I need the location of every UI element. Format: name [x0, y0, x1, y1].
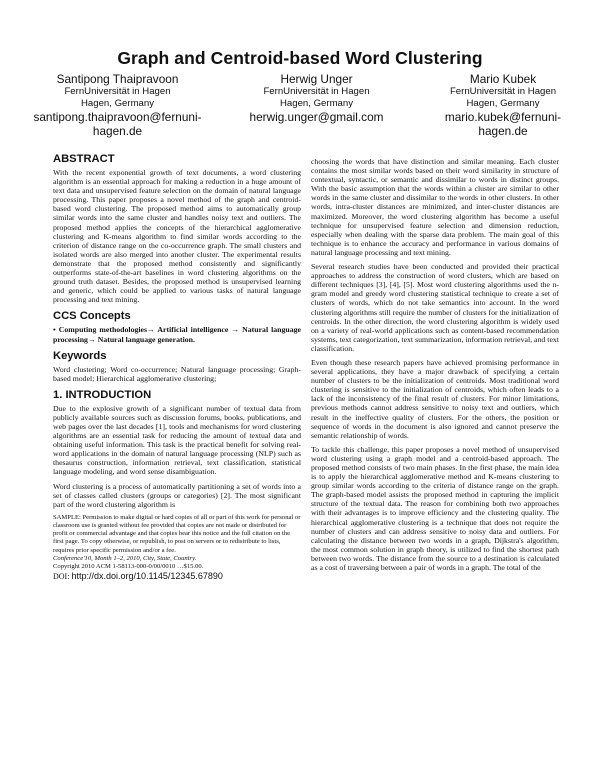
author-email: mario.kubek@fernuni-hagen.de	[444, 110, 562, 138]
ccs-heading: CCS Concepts	[53, 310, 131, 323]
abstract-heading: ABSTRACT	[53, 153, 115, 165]
author-name: Mario Kubek	[469, 72, 537, 86]
author-location: Hagen, Germany	[279, 98, 354, 109]
left-column	[53, 153, 301, 582]
author-location: Hagen, Germany	[466, 98, 540, 109]
ccs-text: • Computing methodologies→ Artificial intelligence → Natural language processing→ Natural language generation.	[53, 325, 301, 344]
body-paragraph-1: choosing the words that have distinction and similar meaning. Each cluster contains the most similar words based on their word similarity in structure of contextual, syntactic, or semantic and dissimilar to words in distinct groups. With the basic assumption that the words within a cluster are similar to other words in the same cluster and dissimilar to the words in other clusters. In other words, intra-cluster distances are minimized, and inter-cluster distances are maximized. Moreover, the word clustering algorithm has become a useful technique for unsupervised feature selection and dimension reduction, especially when dealing with the sparse data problem. The main goal of this technique is to enhance the accuracy and performance in various domains of natural language processing and text mining.	[311, 157, 559, 257]
abstract-text: With the recent exponential growth of text documents, a word clustering algorithm is an essential approach for making a reduction in a huge amount of text data and unsupervised feature selection on the domain of natural language processing. This paper proposes a novel method of the graph and centroid-based word clustering. The proposed method aims to automatically group similar words into the same cluster and handles noisy text and outliers. The proposed method applies the concepts of the hierarchical agglomerative clustering and K-means algorithm to find similar words according to the criterion of distance range on the co-occurrence graph. The small clusters and isolated words are also merged into another cluster. The experimental results demonstrate that the proposed method consistently and significantly outperforms state-of-the-art baselines in word clustering algorithms on the ground truth dataset. Besides, the proposed method is unsupervised learning and generic, which could be applied to various tasks of natural language processing and text mining.	[53, 168, 301, 305]
author-email: herwig.unger@gmail.com	[249, 110, 384, 124]
author-email-line-1: santipong.thaipravoon@fernuni-	[33, 110, 202, 124]
body-paragraph-4: To tackle this challenge, this paper proposes a novel method of unsupervised word clustering using a graph model and a centroid-based approach. The proposed method consists of two main phases. In the first phase, the main idea is to apply the hierarchical agglomerative method and K-means clustering to group similar words according to the criteria of distance range on the graph. The graph-based model assists the proposed method in capturing the implicit structure of the textual data. The reason for combining both two approaches with their advantages is to improve efficiency and the clustering quality. The hierarchical agglomerative clustering is a technique that does not require the number of clusters and can address sensitive to noisy data and outliers. For calculating the distance between two words in a graph, Dijkstra's algorithm, the most common solution in graph theory, is utilized to find the shortest path between two words. The distance from the source to a destination is calculated as a cost of traversing between a pair of words in a graph. The total of the	[311, 444, 559, 573]
author-block	[33, 72, 564, 138]
right-column	[311, 157, 559, 577]
author-email-line-2: hagen.de	[92, 123, 143, 138]
author-name: Santipong Thaipravoon	[56, 72, 179, 86]
author-1	[30, 73, 205, 138]
keywords-heading: Keywords	[53, 349, 107, 362]
copyright-line: Copyright 2010 ACM 1-58113-000-0/00/0010 …$15.00.	[53, 563, 204, 571]
introduction-paragraph-2: Word clustering is a process of automatically partitioning a set of words into a set of classes called clusters (groups or categories) [2]. The most significant part of the word clustering algorithm is	[53, 481, 301, 509]
author-2	[242, 73, 392, 138]
author-email	[30, 111, 205, 138]
permission-text: SAMPLE: Permission to make digital or hard copies of all or part of this work for personal or classroom use is granted without fee provided that copies are not made or distributed for profit or commercial advantage and that copies bear this notice and the full citation on the first page. To copy otherwise, or republish, to post on servers or to redistribute to lists, requires prior specific permission and/or a fee.	[53, 513, 301, 554]
doi-label: DOI:	[53, 572, 72, 582]
author-affiliation: FernUniversität in Hagen	[449, 86, 557, 97]
body-paragraph-3: Even though these research papers have achieved promising performance in several applications, they have a major drawback of specifying a certain number of clusters to be the initialization of centroids. Most traditional word clustering is sensitive to the initialization of centroids, which often leads to a lack of the inconsistency of the final result of clusters. For minor limitations, previous methods cannot address sensitive to noisy text and outliers, which result in the ineffective quality of clusters. For the others, the position or sequence of words in the document is also ignored and cannot preserve the semantic relationship of words.	[311, 357, 559, 440]
conference-line: Conference'10, Month 1–2, 2010, City, State, Country.	[53, 554, 197, 562]
introduction-heading: 1. INTRODUCTION	[53, 388, 152, 401]
author-3	[428, 73, 578, 138]
doi-line	[53, 571, 301, 582]
permission-notice	[53, 514, 301, 582]
author-affiliation: FernUniversität in Hagen	[64, 86, 171, 97]
body-paragraph-2: Several research studies have been conducted and provided their practical approaches to address the construction of word clusters, which are based on different techniques [3], [4], [5]. Most word clustering algorithms used the n-gram model and greedy word clustering statistical technique to create a set of clusters of words, which do not take semantics into account. In the word clustering algorithms still require the number of clusters for the initialization of centroids. In the other direction, the word clustering algorithm is widely used on a variety of real-world applications such as content-based recommendation systems, text categorization, text summarization, information retrieval, and text classification.	[311, 262, 559, 353]
author-location: Hagen, Germany	[80, 98, 155, 109]
introduction-paragraph-1: Due to the explosive growth of a significant number of textual data from publicly available sources such as discussion forums, books, publications, and web pages over the last decades [1], tools and mechanisms for word clustering algorithms are an essential task for reducing the amount of textual data and obtaining useful information. This task is the practical benefit for solving real-word applications in the domain of natural language processing (NLP) such as thesaurus construction, information retrieval, text classification, statistical language modeling, and word sense disambiguation.	[53, 403, 301, 477]
keywords-text: Word clustering; Word co-occurrence; Natural language processing; Graph-based model; Hierarchical agglomerative clustering;	[53, 364, 301, 383]
author-affiliation: FernUniversität in Hagen	[263, 86, 370, 97]
paper-title: Graph and Centroid-based Word Clustering	[117, 48, 483, 68]
doi-link[interactable]: http://dx.doi.org/10.1145/12345.67890	[71, 571, 223, 582]
author-name: Herwig Unger	[280, 72, 353, 86]
